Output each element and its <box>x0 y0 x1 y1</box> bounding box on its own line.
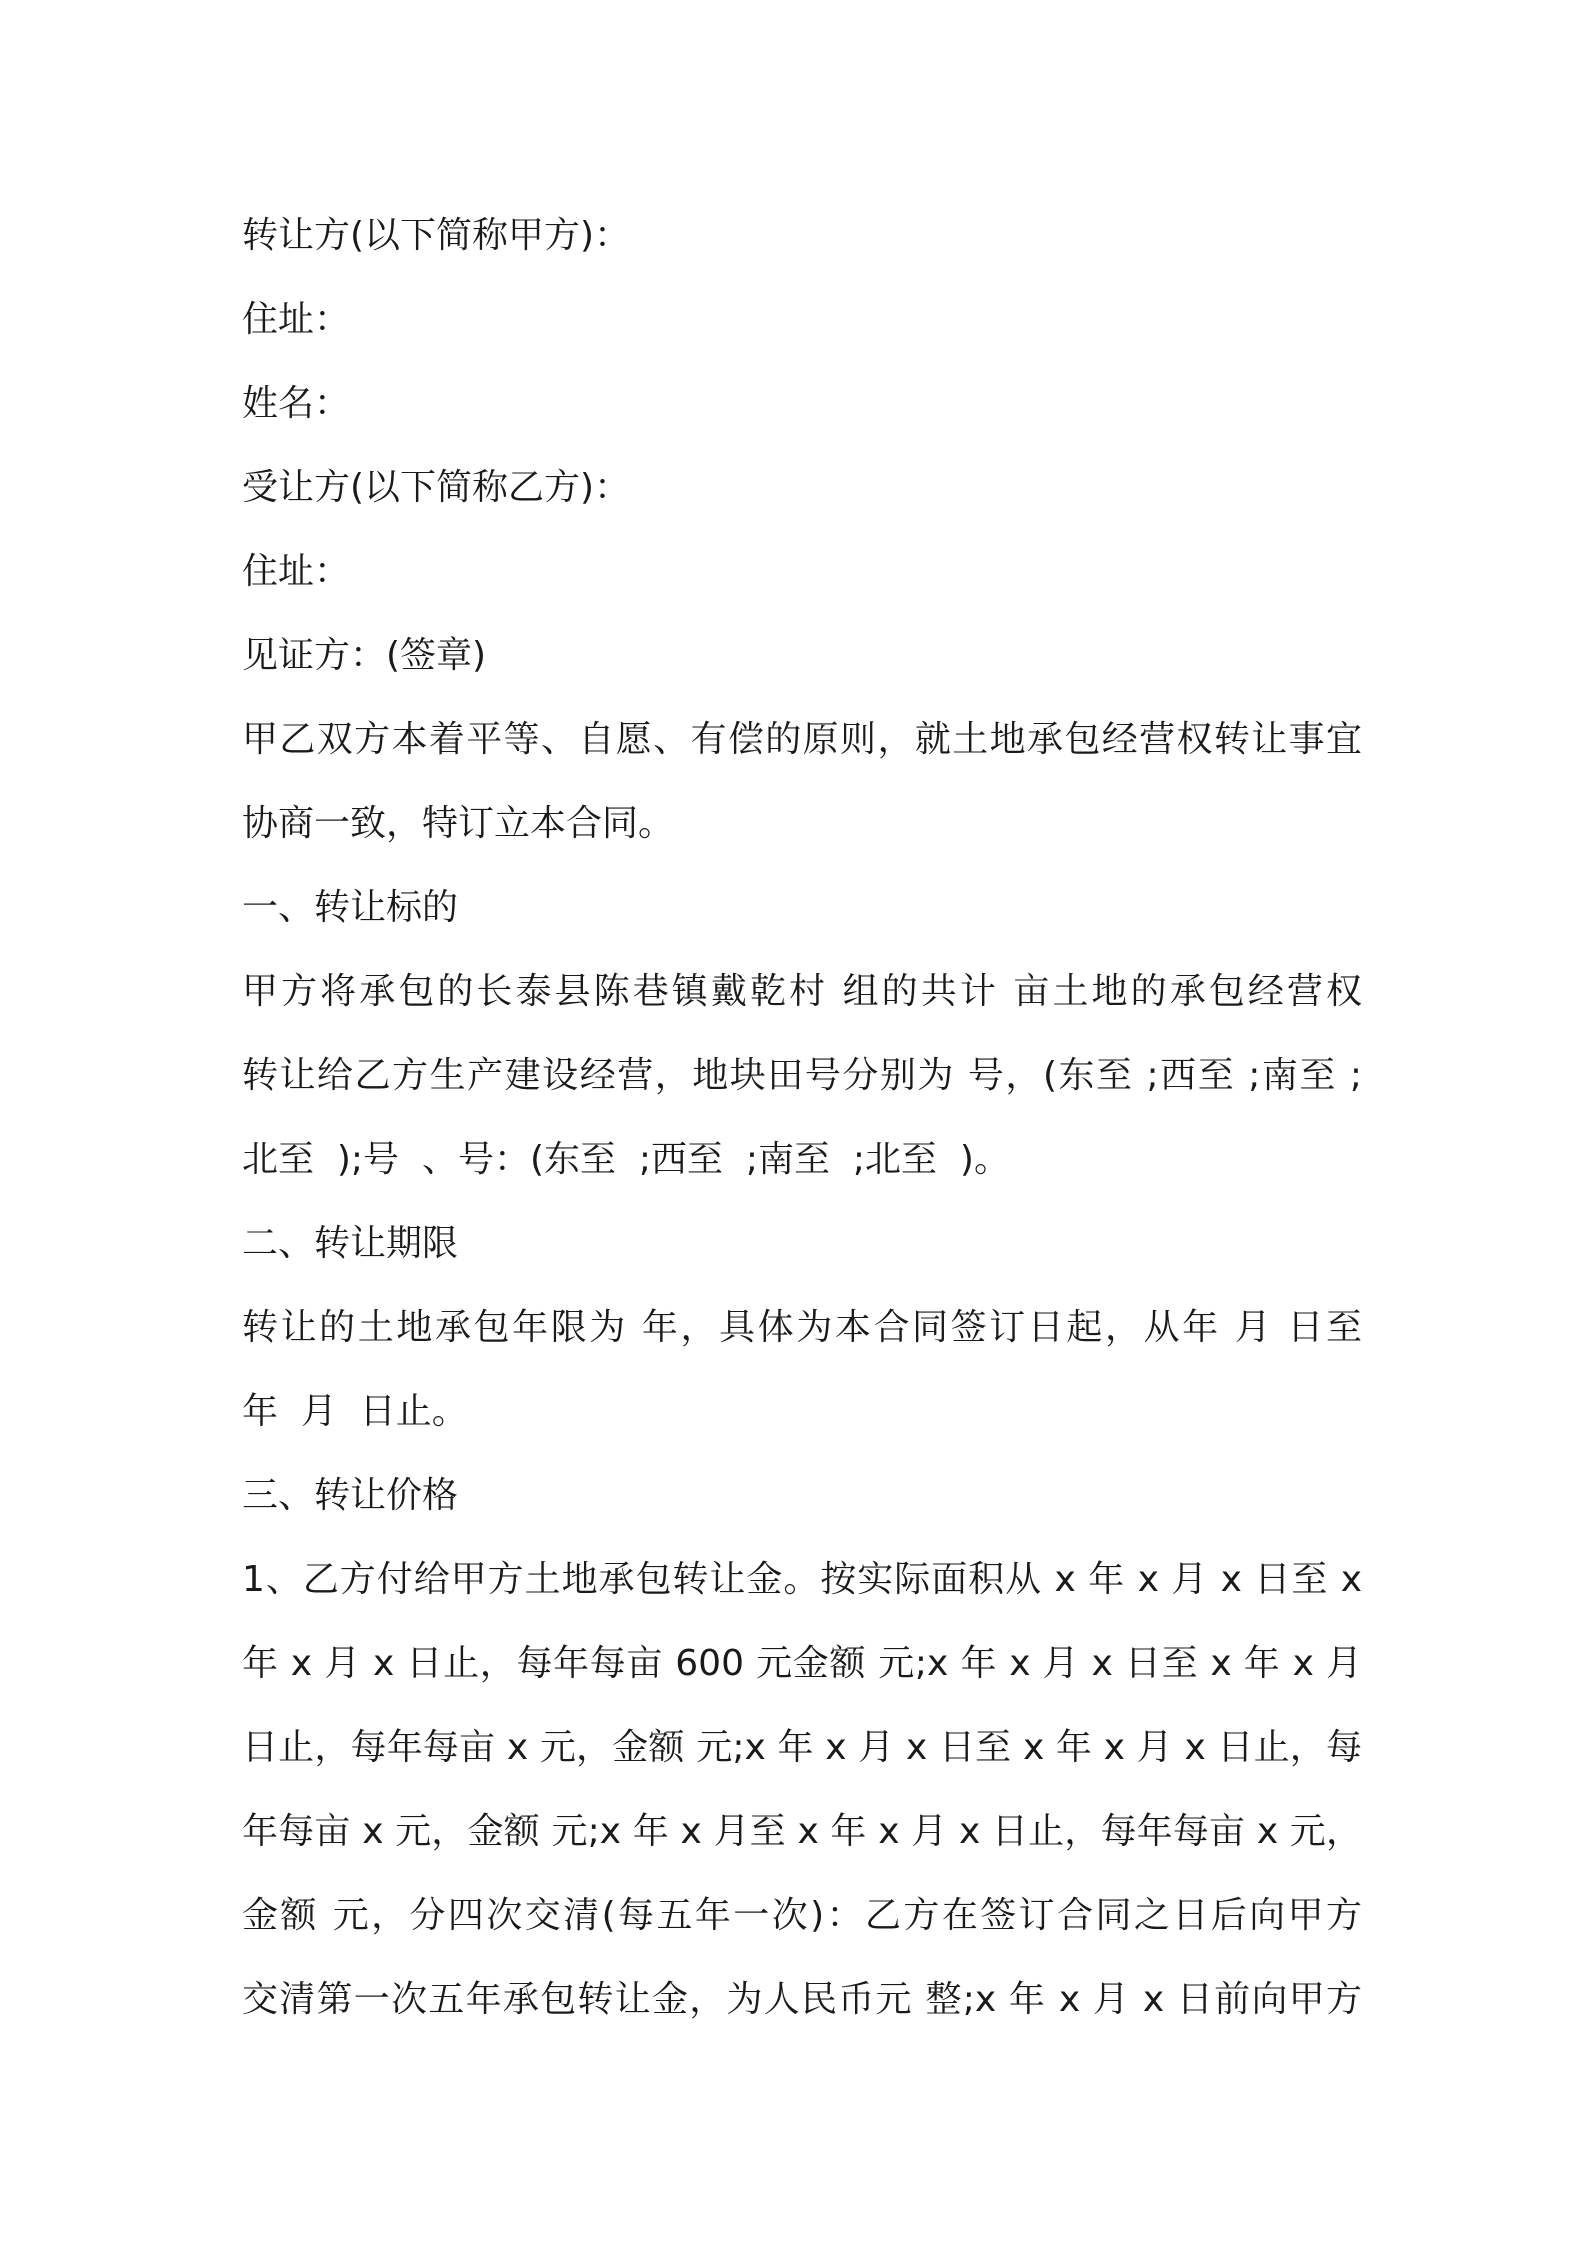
price-line-5: 金额 元，分四次交清(每五年一次)：乙方在签订合同之日后向甲方 <box>242 1895 1362 1936</box>
transferee-line: 受让方(以下简称乙方)： <box>242 467 631 508</box>
witness-line: 见证方：(签章) <box>242 635 487 676</box>
transferee-address-line: 住址： <box>242 551 351 592</box>
transferor-name-line: 姓名： <box>242 383 351 424</box>
price-line-3: 日止，每年每亩 x 元，金额 元;x 年 x 月 x 日至 x 年 x 月 x 日止，每 <box>242 1727 1362 1768</box>
term-line-2: 年 月 日止。 <box>242 1391 468 1432</box>
contract-body <box>242 194 1362 2042</box>
price-line-2: 年 x 月 x 日止，每年每亩 600 元金额 元;x 年 x 月 x 日至 x 年 x 月 <box>242 1643 1362 1684</box>
subject-line-2: 转让给乙方生产建设经营，地块田号分别为 号，(东至 ;西至 ;南至 ; <box>242 1055 1362 1096</box>
price-line-1: 1、乙方付给甲方土地承包转让金。按实际面积从 x 年 x 月 x 日至 x <box>242 1559 1362 1600</box>
section-heading-term: 二、转让期限 <box>242 1223 459 1264</box>
term-line-1: 转让的土地承包年限为 年，具体为本合同签订日起，从年 月 日至 <box>242 1307 1362 1348</box>
section-heading-price: 三、转让价格 <box>242 1475 459 1516</box>
subject-line-1: 甲方将承包的长泰县陈巷镇戴乾村 组的共计 亩土地的承包经营权 <box>242 971 1362 1012</box>
price-line-6: 交清第一次五年承包转让金，为人民币元 整;x 年 x 月 x 日前向甲方 <box>242 1979 1362 2020</box>
transferor-address-line: 住址： <box>242 299 351 340</box>
preamble-line-2: 协商一致，特订立本合同。 <box>242 803 675 844</box>
price-line-4: 年每亩 x 元，金额 元;x 年 x 月至 x 年 x 月 x 日止，每年每亩 x 元， <box>242 1811 1362 1852</box>
subject-line-3: 北至 );号 、号：(东至 ;西至 ;南至 ;北至 )。 <box>242 1139 1010 1180</box>
preamble-line-1: 甲乙双方本着平等、自愿、有偿的原则，就土地承包经营权转让事宜 <box>242 719 1362 760</box>
section-heading-subject: 一、转让标的 <box>242 887 459 928</box>
transferor-line: 转让方(以下简称甲方)： <box>242 215 631 256</box>
